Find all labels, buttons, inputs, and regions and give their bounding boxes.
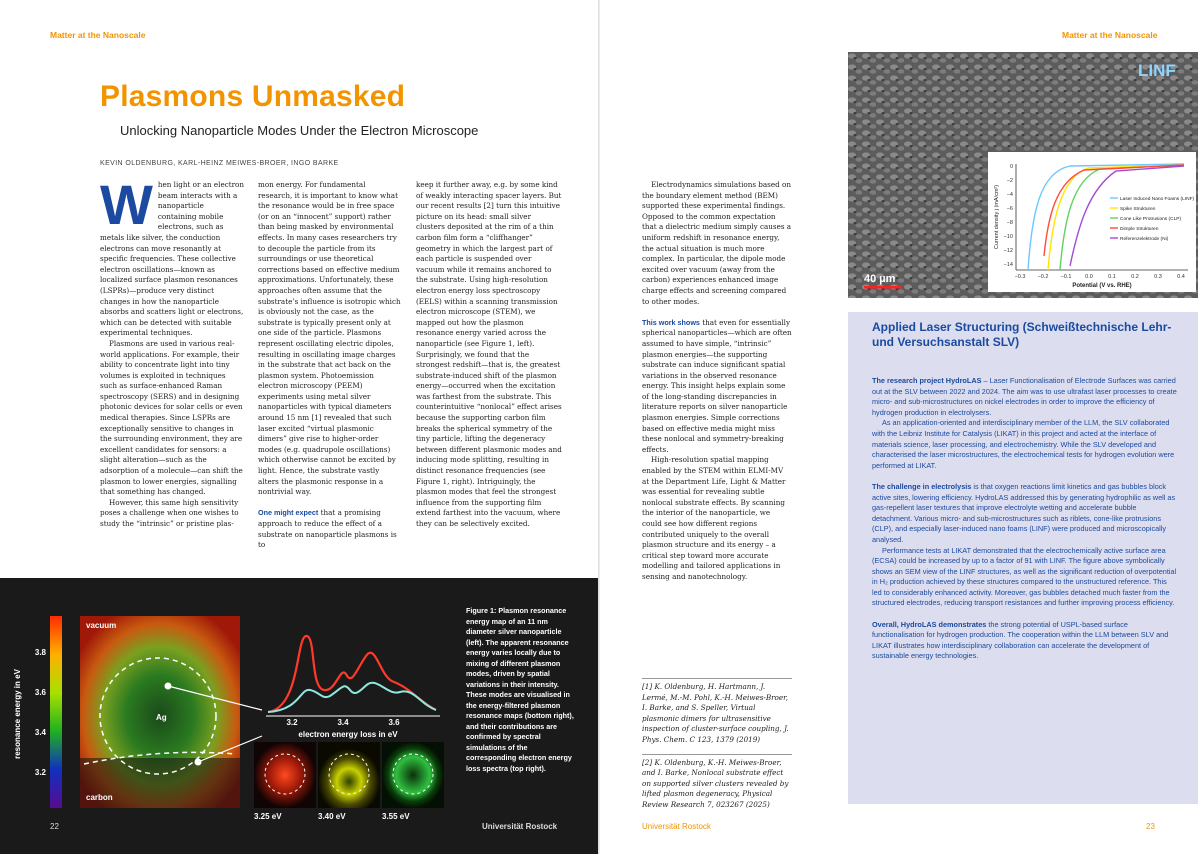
lead-in: The challenge in electrolysis <box>872 481 972 491</box>
legend-entry: Referenzelektrode (Ni) <box>1120 237 1169 242</box>
carbon-label: carbon <box>86 793 113 802</box>
energy-map-2 <box>318 742 380 808</box>
energy-map-1 <box>254 742 316 808</box>
figure-panel <box>0 578 600 854</box>
inset-y-tick: −10 <box>1003 234 1013 240</box>
figure-caption: Figure 1: Plasmon resonance energy map of an 11 nm diameter silver nanoparticle (left). The apparent resonance energy varies locally due to mixing of different plasmon modes, driven by spatial variations in their intensity. These modes are visualised in the energy-filtered plasmon resonance maps (bottom right), and their contributions are confirmed by spectral simulations of the corresponding electron energy loss spectra (top right). <box>466 606 574 773</box>
sidebar-text <box>872 376 1178 662</box>
article-authors: KEVIN OLDENBURG, KARL-HEINZ MEIWES-BROER, INGO BARKE <box>100 160 339 167</box>
energy-map-3 <box>382 742 444 808</box>
lead-in: One might expect <box>258 508 319 518</box>
paragraph-text: that even for essentially spherical nanoparticles—which are often assumed to have simple, “intrinsic” plasmon energies—the supporting substrate can induce significant spatial variations in the observed resonance energy. This insight helps explain some of the long-standing discrepancies in literature reports on silver nanoparticle plasmon energies. Simple corrections based on effective media might miss these nonlocal and symmetry-breaking effects. <box>642 317 792 454</box>
paragraph-text: that a promising approach to reduce the effect of a substrate on nanoparticle plasmons is to <box>258 508 397 550</box>
paragraph: Electrodynamics simulations based on the boundary element method (BEM) supported these experimental findings. Opposed to the common expectation that a dielectric medium simply causes a uniform redshift in resonance energy, the actual situation is much more complex. In particular, the dipole mode excited over vacuum (away from the carbon) experiences enhanced image charge effects and screening compared to other modes. <box>642 180 792 306</box>
inset-y-tick: −6 <box>1006 206 1013 212</box>
article-subtitle: Unlocking Nanoparticle Modes Under the Electron Microscope <box>120 123 479 138</box>
paragraph-text: is that oxygen reactions limit kinetics and gas bubbles block active sites, lowering efficiency. HydroLAS addressed this by generating hydrophilic as well as gas-repellent laser textures that improve electrolyte wetting and accelerate bubble detachment. Various micro- and sub-microstructures such as riblets, cone-like protrusions (CLP), and especially laser-induced nano foams (LINF) were produced and microscopically analysed. <box>872 481 1176 544</box>
energy-map-label: 3.25 eV <box>254 812 282 821</box>
paragraph: keep it further away, e.g. by some kind of weakly interacting spacer layers. But our recent results [2] turn this intuitive picture on its head: small silver clusters deposited at the rim of a thin carbon film form a “cliffhanger” geometry in which the largest part of each particle is suspended over vacuum while it remains anchored to the substrate. Using high-resolution electron energy loss spectroscopy (EELS) within a scanning transmission electron microscope (STEM), we mapped out how the plasmon resonance energy varied across the nanoparticle (see Figure 1, left). Surprisingly, we found that the strongest redshift—that is, the greatest substrate-induced shift of the plasmon energy—occurred when the excitation was farthest from the substrate. This counterintuitive “nonlocal” effect arises because the supporting carbon film breaks the spherical symmetry of the tiny particle, lifting the degeneracy between different plasmonic modes and inducing mode splitting, resulting in distinct resonance frequencies (see Figure 1, right). Intriguingly, the plasmon modes that feel the strongest influence from the supporting film extend farthest into the vacuum, where they can be selectively excited. <box>416 180 562 528</box>
inset-y-tick: −12 <box>1003 248 1013 254</box>
inset-x-tick: 0.0 <box>1085 274 1093 280</box>
scale-bar <box>864 286 902 289</box>
legend-entry: Cone Like Protrusions (CLP) <box>1120 217 1182 222</box>
lead-in: This work shows <box>642 317 700 327</box>
running-head-left: Matter at the Nanoscale <box>50 30 146 40</box>
inset-x-tick: 0.4 <box>1177 274 1185 280</box>
paragraph: As an application-oriented and interdisciplinary member of the LLM, the SLV collaborated with the Leibniz Institute for Catalysis (LIKAT) in this project and acted at the interface of materials science, laser processing, and electrochemistry. While the SLV developed and characterised the laser microstructures, the electrochemical tests for hydrogen evolution were performed at LIKAT. <box>872 418 1175 470</box>
inset-y-tick: 0 <box>1009 164 1013 170</box>
inset-y-tick: −2 <box>1006 178 1013 184</box>
spectrum-tick: 3.2 <box>286 718 298 727</box>
inset-x-tick: −0.3 <box>1014 274 1026 280</box>
text-column-4 <box>642 180 792 660</box>
article-title: Plasmons Unmasked <box>100 80 406 113</box>
paragraph-text: – Laser Functionalisation of Electrode Surfaces was carried out at the SLV between 2022 and 2024. The aim was to use ultrafast laser processes to create micro- and sub-microstructures on nickel electrodes in order to improve the efficiency of hydrogen production in electrolysers. <box>872 376 1177 417</box>
spectrum-curve-red <box>268 636 436 712</box>
right-page <box>600 0 1200 854</box>
inset-y-label: Current density j (mA/cm²) <box>994 184 1000 250</box>
text-column-2 <box>258 180 402 566</box>
paragraph <box>642 318 792 456</box>
inset-x-tick: 0.3 <box>1154 274 1162 280</box>
reference-item: [1] K. Oldenburg, H. Hartmann, J. Lermé, M.-M. Pohl, K.-H. Meiwes-Broer, I. Barke, and S. Speller, Virtual plasmonic dimers for ultrasensitive inspection of cluster-surface coupling, J. Phys. Chem. C 123, 1379 (2019) <box>642 678 792 746</box>
reference-item: [2] K. Oldenburg, K.-H. Meiwes-Broer, and I. Barke, Nonlocal substrate effect on supported silver clusters revealed by lifted plasmon degeneracy, Physical Review Research 7, 023267 (2025) <box>642 754 792 808</box>
text-column-1 <box>100 180 244 566</box>
colorbar-tick: 3.4 <box>34 728 46 737</box>
inset-chart <box>988 152 1196 292</box>
lead-in: The research project HydroLAS <box>872 376 982 385</box>
inset-x-tick: 0.2 <box>1131 274 1139 280</box>
ag-label: Ag <box>156 713 167 722</box>
paragraph: High-resolution spatial mapping enabled by the STEM within ELMI-MV at the Department Life, Light & Matter was essential for revealing subtle nonlocal substrate effects. By scanning the interior of the nanoparticle, we could see how different regions contributed uniquely to the overall plasmon structure and its energy – a critical step toward more accurate modelling and tailored applications in sensing and nanotechnology. <box>642 455 786 581</box>
running-head-right: Matter at the Nanoscale <box>1062 30 1158 40</box>
lead-in: Overall, HydroLAS demonstrates <box>872 619 987 629</box>
scale-bar-label: 40 µm <box>864 273 896 285</box>
inset-y-tick: −14 <box>1003 262 1013 268</box>
page-number-right: 23 <box>1146 822 1155 831</box>
colorbar <box>50 616 62 808</box>
sem-image <box>848 52 1198 298</box>
paragraph: Performance tests at LIKAT demonstrated that the electrochemically active surface area (ECSA) could be increased by up to a factor of 91 with LINF. The figure above symbolically shows an SEM view of the LINF structures, as well as the significant reduction of overpotential in H₂ production achieved by these structures compared to the unstructured reference. This led to considerably enhanced activity. Moreover, gas bubbles detached much faster from the structured electrodes, reducing transport resistances and further improving process efficiency. <box>872 545 1177 608</box>
colorbar-tick: 3.2 <box>34 768 46 777</box>
inset-x-tick: −0.2 <box>1037 274 1049 280</box>
paragraph-text: the strong potential of USPL-based surface functionalisation for hydrogen production. The cooperation within the LLM between SLV and LIKAT illustrates how interdisciplinary collaboration can accelerate the development of sustainable energy technologies. <box>872 619 1169 661</box>
paragraph <box>258 508 402 550</box>
drop-cap: W <box>100 180 153 236</box>
legend-entry: Spike Strukturen <box>1120 207 1156 212</box>
spectrum-curve-cyan <box>268 683 436 712</box>
inset-y-tick: −8 <box>1006 220 1013 226</box>
inset-x-label: Potential (V vs. RHE) <box>1072 283 1132 289</box>
legend-entry: Dimple Strukturen <box>1120 227 1159 232</box>
energy-map-label: 3.40 eV <box>318 812 346 821</box>
spectrum-tick: 3.4 <box>337 718 349 727</box>
inset-x-tick: 0.1 <box>1108 274 1116 280</box>
colorbar-label: resonance energy in eV <box>13 669 22 759</box>
sidebar-title: Applied Laser Structuring (Schweißtechnische Lehr- und Versuchsanstalt SLV) <box>872 320 1172 349</box>
energy-map-label: 3.55 eV <box>382 812 410 821</box>
inset-x-tick: −0.1 <box>1060 274 1072 280</box>
text-column-3 <box>416 180 562 566</box>
paragraph <box>872 482 1178 546</box>
page-number-left: 22 <box>50 822 59 831</box>
spectrum-xlabel: electron energy loss in eV <box>298 730 398 739</box>
inset-y-tick: −4 <box>1006 192 1013 198</box>
paragraph <box>872 376 1178 418</box>
spectrum-tick: 3.6 <box>388 718 400 727</box>
vacuum-label: vacuum <box>86 621 117 630</box>
paragraph: Plasmons are used in various real-world applications. For example, their ability to concentrate light into tiny volumes is exploited in techniques such as surface-enhanced Raman spectroscopy (SERS) and in designing photonic devices for solar cells or even medical therapies. Since LSPRs are exceptionally sensitive to changes in the surrounding environment, they are excellent candidates for sensors: a slight alteration—such as the adsorption of a molecule—can shift the plasmon to lower energies, signalling that something has changed. <box>100 338 243 497</box>
colorbar-tick: 3.8 <box>34 648 46 657</box>
references <box>642 678 792 808</box>
footer-university-right: Universität Rostock <box>642 822 711 831</box>
sidebar-box <box>848 312 1198 804</box>
paragraph: However, this same high sensitivity poses a challenge when one wishes to study the “intrinsic” or pristine plas- <box>100 497 239 528</box>
sem-label: LINF <box>1138 61 1176 80</box>
legend-entry: Laser Induced Nano Foams (LINF) <box>1120 197 1195 202</box>
sem-graphic <box>848 52 1198 298</box>
paragraph <box>872 620 1178 662</box>
paragraph: mon energy. For fundamental research, it is important to know what the resonance would be in free space (or on an “innocent” support) rather than being masked by environmental effects. In many cases researchers try to decouple the particle from its surroundings or use theoretical corrections based on effective medium approximations. Unfortunately, these approaches often assume that the substrate’s influence is isotropic which is obviously not the case, as the substrate is typically present only at one side of the particle. Plasmons represent oscillating electric dipoles, resulting in oscillating image charges in the substrate that act back on the plasmon system. Photoemission electron microscopy (PEEM) experiments using metal silver nanoparticles with typical diameters around 15 nm [1] revealed that such laser excited “virtual plasmonic dimers” give rise to higher-order modes (e.g. quadrupole oscillations) which otherwise cannot be excited by light. Hence, the substrate vastly alters the plasmonic response in a nontrivial way. <box>258 180 401 497</box>
colorbar-tick: 3.6 <box>34 688 46 697</box>
paragraph: hen light or an electron beam interacts with a nanoparticle containing mobile electrons, such as metals like silver, the conduction electrons can move resonantly at specific frequencies. These collective electron oscillations—known as localized surface plasmon resonances (LSPRs)—produce very distinct changes in how the nanoparticle absorbs and scatters light or electrons, which can be detected with suitable experimental techniques. <box>100 180 244 338</box>
footer-university-left: Universität Rostock <box>482 822 558 831</box>
